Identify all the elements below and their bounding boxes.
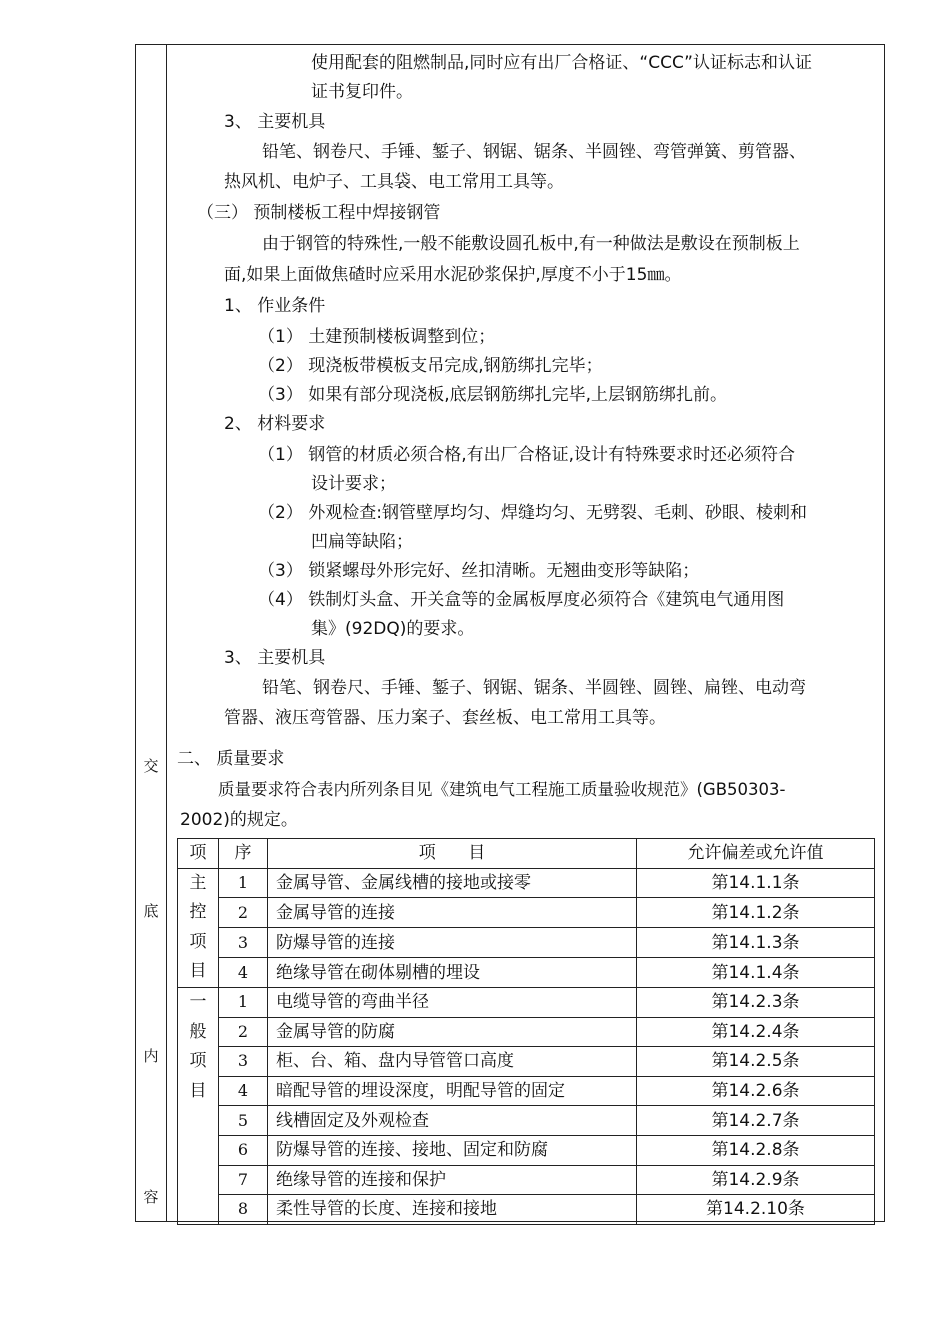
body-text-line: 由于钢管的特殊性,一般不能敷设圆孔板中,有一种做法是敷设在预制板上 [262, 234, 800, 254]
row-value: 第14.2.9条 [637, 1165, 875, 1195]
row-seq: 4 [219, 958, 268, 988]
body-text-line: 热风机、电炉子、工具袋、电工常用工具等。 [224, 172, 564, 192]
row-seq: 4 [219, 1076, 268, 1106]
header-category: 项 [178, 839, 219, 869]
group-char: 目 [189, 1080, 207, 1101]
subsection-heading: 3、 主要机具 [224, 648, 326, 668]
side-label-char: 容 [143, 1188, 159, 1206]
row-value: 第14.2.3条 [637, 987, 875, 1017]
table-row [178, 898, 875, 928]
list-item: （3） 锁紧螺母外形完好、丝扣清晰。无翘曲变形等缺陷； [258, 561, 700, 581]
table-row [178, 1017, 875, 1047]
row-value: 第14.1.2条 [637, 898, 875, 928]
row-item: 防爆导管的连接 [268, 928, 637, 958]
header-seq: 序 [219, 839, 268, 869]
table-row [178, 1195, 875, 1225]
row-value: 第14.1.3条 [637, 928, 875, 958]
body-text-line: 铅笔、钢卷尺、手锤、錾子、钢锯、锯条、半圆锉、圆锉、扁锉、电动弯 [262, 678, 806, 698]
row-value: 第14.2.5条 [637, 1047, 875, 1077]
row-seq: 1 [219, 868, 268, 898]
body-text-line: 管器、液压弯管器、压力案子、套丝板、电工常用工具等。 [224, 708, 666, 728]
row-item: 防爆导管的连接、接地、固定和防腐 [268, 1135, 637, 1165]
header-value: 允许偏差或允许值 [637, 839, 875, 869]
subsection-heading: 2、 材料要求 [224, 414, 326, 434]
row-item: 电缆导管的弯曲半径 [268, 987, 637, 1017]
row-value: 第14.2.8条 [637, 1135, 875, 1165]
list-item: （3） 如果有部分现浇板,底层钢筋绑扎完毕,上层钢筋绑扎前。 [258, 385, 728, 405]
row-value: 第14.1.4条 [637, 958, 875, 988]
table-row [178, 987, 875, 1017]
row-seq: 2 [219, 898, 268, 928]
section-heading: （三） 预制楼板工程中焊接钢管 [197, 203, 441, 223]
group-char: 目 [189, 961, 207, 982]
side-label-char: 内 [143, 1047, 159, 1065]
list-item: （2） 外观检查:钢管壁厚均匀、焊缝均匀、无劈裂、毛刺、砂眼、棱刺和 [258, 503, 807, 523]
row-seq: 3 [219, 1047, 268, 1077]
group-general [178, 987, 219, 1224]
row-seq: 5 [219, 1106, 268, 1136]
group-char: 项 [189, 931, 207, 952]
row-seq: 3 [219, 928, 268, 958]
group-main-control [178, 868, 219, 987]
row-seq: 1 [219, 987, 268, 1017]
body-text-line: 使用配套的阻燃制品,同时应有出厂合格证、“CCC”认证标志和认证 [311, 53, 812, 73]
side-label-char: 底 [143, 902, 159, 920]
list-item: （2） 现浇板带模板支吊完成,钢筋绑扎完毕； [258, 356, 603, 376]
table-row [178, 868, 875, 898]
table-row [178, 1047, 875, 1077]
row-item: 柔性导管的长度、连接和接地 [268, 1195, 637, 1225]
row-item: 金属导管的连接 [268, 898, 637, 928]
row-seq: 7 [219, 1165, 268, 1195]
list-item: （1） 土建预制楼板调整到位； [258, 327, 496, 347]
group-char: 一 [189, 991, 207, 1012]
section-heading: 二、 质量要求 [177, 749, 285, 769]
column-divider [166, 44, 167, 1222]
table-header-row [178, 839, 875, 869]
list-item-continuation: 集》(92DQ)的要求。 [311, 619, 475, 639]
row-seq: 8 [219, 1195, 268, 1225]
header-item: 项 目 [268, 839, 637, 869]
body-text-line: 铅笔、钢卷尺、手锤、錾子、钢锯、锯条、半圆锉、弯管弹簧、剪管器、 [262, 142, 806, 162]
table-row [178, 928, 875, 958]
list-item: （1） 钢管的材质必须合格,有出厂合格证,设计有特殊要求时还必须符合 [258, 445, 796, 465]
list-item-continuation: 凹扁等缺陷； [311, 532, 413, 552]
row-item: 金属导管、金属线槽的接地或接零 [268, 868, 637, 898]
side-label-char: 交 [143, 757, 159, 775]
row-value: 第14.2.7条 [637, 1106, 875, 1136]
subsection-heading: 3、 主要机具 [224, 112, 326, 132]
row-item: 暗配导管的埋设深度，明配导管的固定 [268, 1076, 637, 1106]
table-row [178, 1165, 875, 1195]
quality-requirements-table [177, 838, 875, 1225]
row-item: 绝缘导管的连接和保护 [268, 1165, 637, 1195]
subsection-heading: 1、 作业条件 [224, 296, 326, 316]
table-row [178, 1076, 875, 1106]
group-char: 主 [189, 872, 207, 893]
row-value: 第14.2.4条 [637, 1017, 875, 1047]
row-item: 金属导管的防腐 [268, 1017, 637, 1047]
group-char: 般 [189, 1021, 207, 1042]
body-text-line: 质量要求符合表内所列条目见《建筑电气工程施工质量验收规范》(GB50303- [218, 780, 786, 799]
list-item: （4） 铁制灯头盒、开关盒等的金属板厚度必须符合《建筑电气通用图 [258, 590, 785, 610]
body-text-line: 2002)的规定。 [180, 810, 298, 830]
body-text-line: 证书复印件。 [311, 82, 413, 102]
row-item: 线槽固定及外观检查 [268, 1106, 637, 1136]
table-row [178, 958, 875, 988]
table-row [178, 1106, 875, 1136]
row-value: 第14.2.10条 [637, 1195, 875, 1225]
row-item: 柜、台、箱、盘内导管管口高度 [268, 1047, 637, 1077]
row-seq: 2 [219, 1017, 268, 1047]
row-seq: 6 [219, 1135, 268, 1165]
body-text-line: 面,如果上面做焦碴时应采用水泥砂浆保护,厚度不小于15㎜。 [224, 265, 682, 285]
row-value: 第14.1.1条 [637, 868, 875, 898]
row-item: 绝缘导管在砌体剔槽的埋设 [268, 958, 637, 988]
list-item-continuation: 设计要求； [311, 474, 396, 494]
group-char: 控 [189, 902, 207, 923]
row-value: 第14.2.6条 [637, 1076, 875, 1106]
table-row [178, 1135, 875, 1165]
group-char: 项 [189, 1051, 207, 1072]
